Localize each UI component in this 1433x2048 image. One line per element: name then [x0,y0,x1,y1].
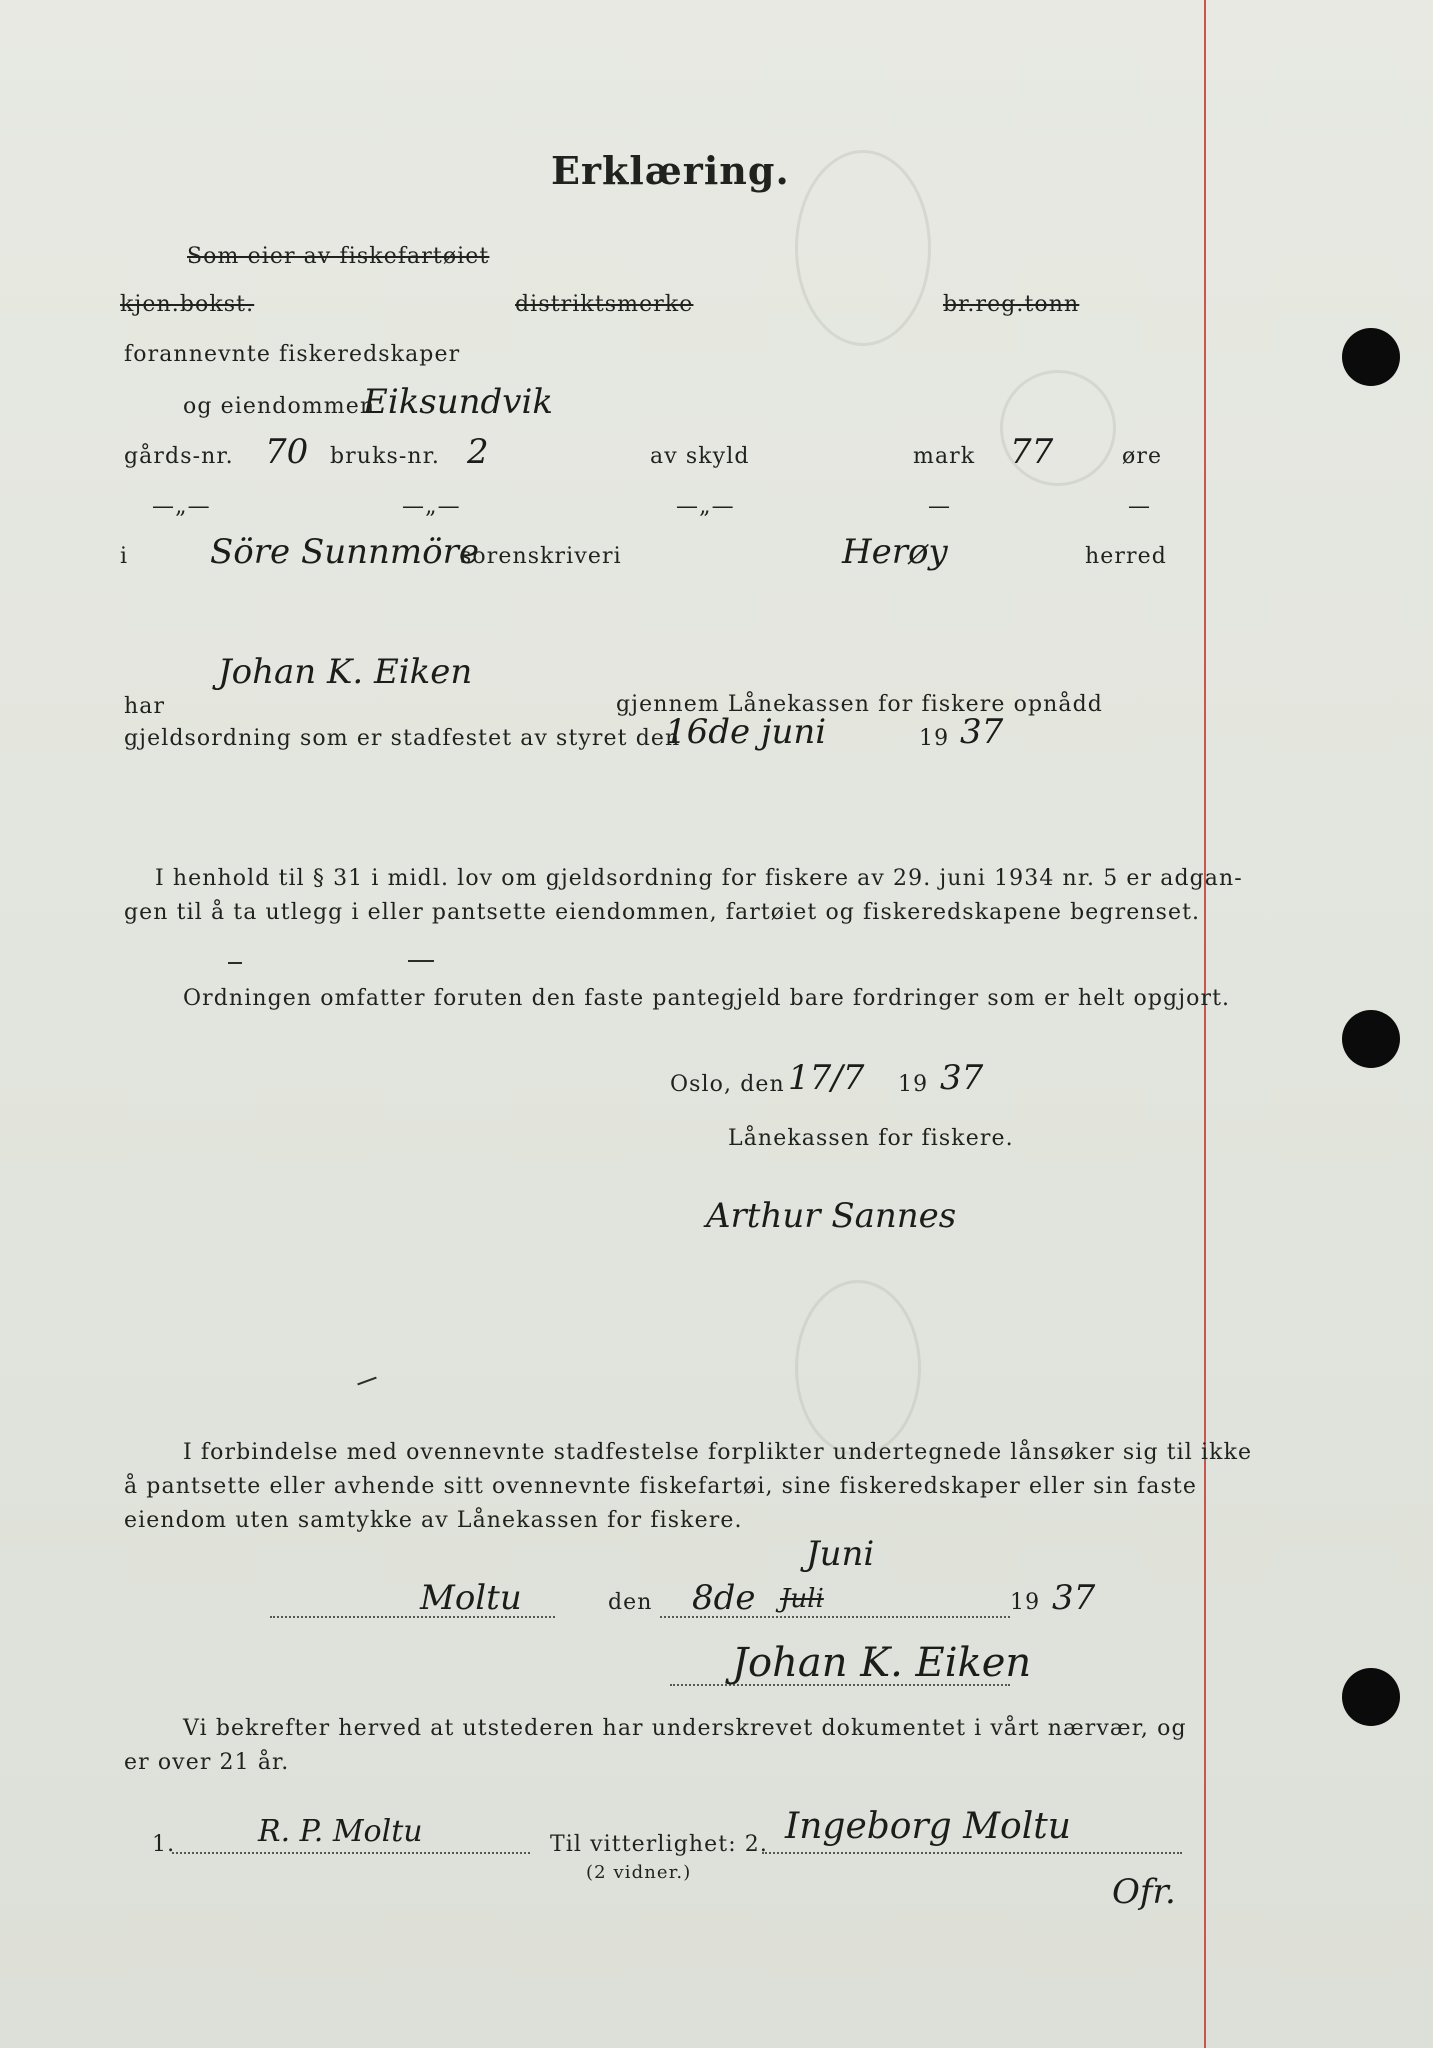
gjennom-label: gjennem Lånekassen for fiskere opnådd [616,692,1103,717]
property-label: og eiendommen [183,394,376,419]
ditto-mark: —„— [152,494,211,519]
sign-year: 37 [1052,1578,1096,1618]
sign-month: Juni [806,1534,875,1574]
punch-hole [1342,1010,1400,1068]
oslo-year: 37 [940,1058,984,1098]
red-margin-line [1204,0,1206,2048]
witness-note: (2 vidner.) [586,1862,692,1883]
witness-1-line [172,1852,530,1854]
den-label: den [608,1590,653,1615]
skyld-label: av skyld [650,444,750,469]
witness-2-line [762,1852,1182,1854]
ink-mark [357,1377,376,1386]
fishing-gear-label: forannevnte fiskeredskaper [124,342,461,367]
ditto-mark: — [928,494,952,519]
mark-label: mark [913,444,976,469]
bruks-nr-label: bruks-nr. [330,444,440,469]
witness-2-signature: Ingeborg Moltu [785,1806,1071,1847]
undertaking-line2: å pantsette eller avhende sitt ovennevnte fiskefartøi, sine fiskeredskaper eller sin faste [124,1474,1197,1499]
undertaking-line1: I forbindelse med ovennevnte stadfestelse forplikter undertegnede lånsøker sig til ikke [183,1440,1253,1465]
sign-month-struck: Juli [780,1584,824,1614]
witness-1-number: 1. [152,1832,176,1857]
struck-br-reg-tonn: br.reg.tonn [943,292,1080,317]
bleed-through-mark [795,150,931,346]
property-name: Eiksundvik [363,382,553,422]
year-prefix: 19 [919,726,950,751]
sign-place: Moltu [420,1578,522,1618]
i-label: i [120,544,129,569]
ditto-mark: —„— [402,494,461,519]
struck-kjen-bokst: kjen.bokst. [120,292,255,317]
gards-nr-value: 70 [265,432,309,472]
ore-label: øre [1122,444,1163,469]
herred-value: Herøy [842,532,948,572]
witness-statement-line2: er over 21 år. [124,1750,290,1775]
punch-hole [1342,1668,1400,1726]
applicant-signature: Johan K. Eiken [732,1640,1032,1686]
mark-value: 77 [1010,432,1054,472]
witness-1-signature: R. P. Moltu [258,1814,423,1849]
herred-label: herred [1085,544,1167,569]
decision-year: 37 [960,712,1004,752]
har-label: har [124,694,166,719]
gjeldsordning-label: gjeldsordning som er stadfestet av styret den [124,726,681,751]
decision-date: 16de juni [665,712,827,752]
bruks-nr-value: 2 [467,432,489,472]
ditto-mark: —„— [676,494,735,519]
sorenskriveri-label: sorenskriveri [460,544,622,569]
district-value: Söre Sunnmöre [210,532,480,572]
ink-mark [228,962,242,964]
bleed-through-mark [795,1280,921,1456]
oslo-year-prefix: 19 [898,1072,929,1097]
gards-nr-label: gårds-nr. [124,444,234,469]
paragraph-2: Ordningen omfatter foruten den faste pantegjeld bare fordringer som er helt opgjort. [183,986,1231,1011]
ink-mark [408,960,434,962]
initials: Ofr. [1112,1872,1176,1912]
punch-hole [1342,328,1400,386]
issuer-name: Lånekassen for fiskere. [728,1126,1014,1151]
struck-vessel-owner: Som eier av fiskefartøiet [187,244,490,269]
undertaking-line3: eiendom uten samtykke av Lånekassen for fiskere. [124,1508,743,1533]
sign-day: 8de [692,1578,756,1618]
lanekassen-signature: Arthur Sannes [706,1196,957,1236]
oslo-label: Oslo, den [670,1072,785,1097]
struck-distriktsmerke: distriktsmerke [515,292,694,317]
witness-label: Til vitterlighet: 2. [550,1832,769,1857]
person-name: Johan K. Eiken [218,652,473,692]
paragraph-1-line2: gen til å ta utlegg i eller pantsette eiendommen, fartøiet og fiskeredskapene begrenset. [124,900,1201,925]
ditto-mark: — [1128,494,1152,519]
witness-statement-line1: Vi bekrefter herved at utstederen har underskrevet dokumentet i vårt nærvær, og [183,1716,1187,1741]
paragraph-1-line1: I henhold til § 31 i midl. lov om gjeldsordning for fiskere av 29. juni 1934 nr. 5 er adgan- [155,866,1243,891]
document-title: Erklæring. [551,148,790,193]
sign-year-prefix: 19 [1010,1590,1041,1615]
oslo-date: 17/7 [788,1058,865,1098]
